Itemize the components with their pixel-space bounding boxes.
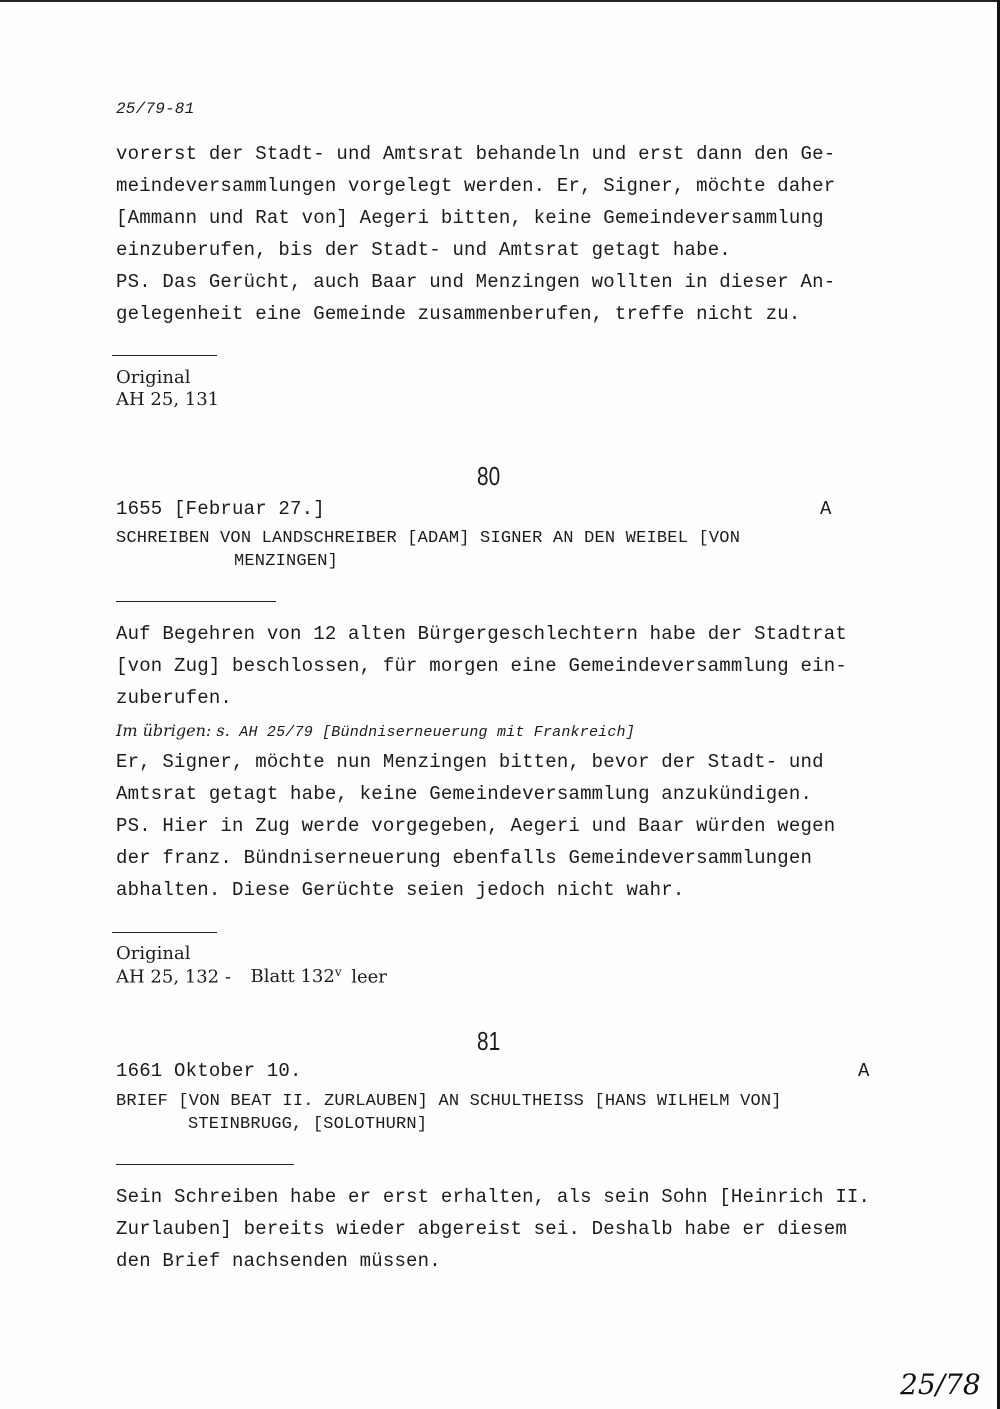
separator-rule bbox=[112, 355, 217, 356]
document-title-continued: MENZINGEN] bbox=[234, 552, 339, 571]
note-reference: AH 25/79 [Bündniserneuerung mit Frankreich] bbox=[239, 724, 635, 741]
document-date: 1655 [Februar 27.] bbox=[116, 498, 325, 520]
text-line: abhalten. Diese Gerüchte seien jedoch nicht wahr. bbox=[116, 879, 685, 901]
text-line: Amtsrat getagt habe, keine Gemeindeversammlung anzukündigen. bbox=[116, 783, 813, 805]
text-line: meindeversammlungen vorgelegt werden. Er, Signer, möchte daher bbox=[116, 175, 836, 197]
source-label: Original bbox=[116, 367, 191, 388]
handwritten-page-note: 25/78 bbox=[900, 1368, 981, 1401]
separator-rule bbox=[112, 932, 217, 933]
document-date: 1661 Oktober 10. bbox=[116, 1060, 302, 1082]
source-reference: AH 25, 131 bbox=[116, 389, 220, 410]
document-title-continued: STEINBRUGG, [SOLOTHURN] bbox=[188, 1115, 428, 1134]
document-title: SCHREIBEN VON LANDSCHREIBER [ADAM] SIGNER AN DEN WEIBEL [VON bbox=[116, 529, 741, 548]
note-lead: Im übrigen: s. bbox=[116, 721, 230, 740]
text-line: Zurlauben] bereits wieder abgereist sei. Deshalb habe er diesem bbox=[116, 1218, 847, 1240]
text-line: vorerst der Stadt- und Amtsrat behandeln und erst dann den Ge- bbox=[116, 143, 836, 165]
source-reference-line bbox=[116, 965, 387, 987]
scan-edge-top bbox=[0, 0, 1000, 2]
source-reference: AH 25, 132 - bbox=[116, 966, 231, 988]
text-line: der franz. Bündniserneuerung ebenfalls Gemeindeversammlungen bbox=[116, 847, 813, 869]
text-line: Auf Begehren von 12 alten Bürgergeschlechtern habe der Stadtrat bbox=[116, 623, 847, 645]
separator-rule bbox=[116, 1164, 294, 1165]
text-line: PS. Hier in Zug werde vorgegeben, Aegeri und Baar würden wegen bbox=[116, 815, 836, 837]
page-reference: 25/79-81 bbox=[116, 100, 195, 118]
cross-reference-note bbox=[116, 721, 635, 741]
document-type-letter: A bbox=[820, 498, 832, 520]
text-line: zuberufen. bbox=[116, 687, 233, 709]
folio-status: leer bbox=[351, 966, 387, 988]
document-title: BRIEF [VON BEAT II. ZURLAUBEN] AN SCHULTHEISS [HANS WILHELM VON] bbox=[116, 1092, 782, 1111]
text-line: einzuberufen, bis der Stadt- und Amtsrat getagt habe. bbox=[116, 239, 731, 261]
text-line: Sein Schreiben habe er erst erhalten, als sein Sohn [Heinrich II. bbox=[116, 1186, 871, 1208]
folio-verso-mark: v bbox=[334, 965, 342, 979]
separator-rule bbox=[116, 601, 276, 602]
document-type-letter: A bbox=[858, 1060, 870, 1082]
folio-note: Blatt 132 bbox=[250, 966, 335, 988]
text-line: [von Zug] beschlossen, für morgen eine Gemeindeversammlung ein- bbox=[116, 655, 847, 677]
text-line: Er, Signer, möchte nun Menzingen bitten, bevor der Stadt- und bbox=[116, 751, 824, 773]
text-line: PS. Das Gerücht, auch Baar und Menzingen wollten in dieser An- bbox=[116, 271, 836, 293]
text-line: den Brief nachsenden müssen. bbox=[116, 1250, 441, 1272]
document-number: 80 bbox=[477, 461, 501, 491]
document-number: 81 bbox=[477, 1026, 501, 1056]
text-line: gelegenheit eine Gemeinde zusammenberufen, treffe nicht zu. bbox=[116, 303, 801, 325]
text-line: [Ammann und Rat von] Aegeri bitten, keine Gemeindeversammlung bbox=[116, 207, 824, 229]
source-label: Original bbox=[116, 943, 191, 964]
